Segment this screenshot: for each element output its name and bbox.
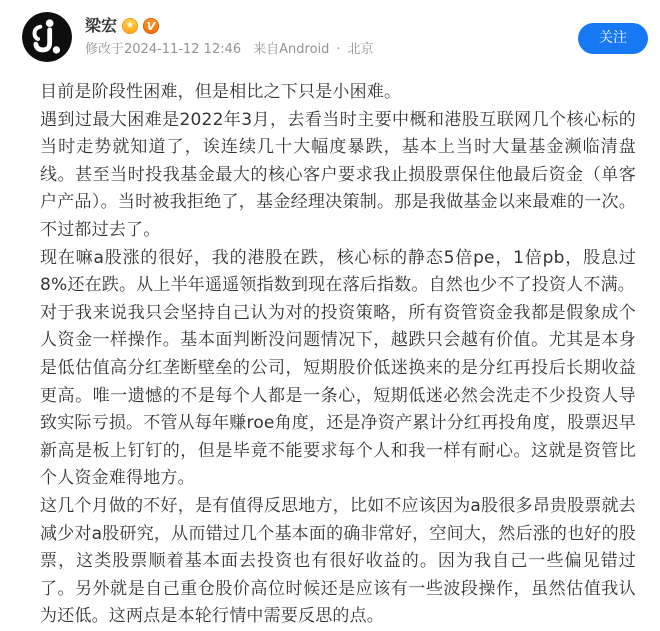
post-meta bbox=[85, 42, 374, 58]
location-label: 北京 bbox=[347, 42, 374, 57]
post-header bbox=[0, 0, 660, 62]
follow-button[interactable]: 关注 bbox=[578, 23, 648, 54]
post-paragraph: 目前是阶段性困难，但是相比之下只是小困难。 bbox=[40, 82, 402, 102]
user-info bbox=[85, 16, 374, 58]
meta-separator: · bbox=[336, 42, 341, 57]
post-paragraph: 现在嘛a股涨的很好，我的港股在跌，核心标的静态5倍pe，1倍pb，股息过8%还在跌。从上半年遥遥领指数到现在落后指数。自然也少不了投资人不满。 bbox=[40, 247, 636, 296]
post-paragraph: 对于我来说我只会坚持自己认为对的投资策略，所有资管资金我都是假象成个人资金一样操作。基本面判断没问题情况下，越跌只会越有价值。尤其是本身是低估值高分红垄断壁垒的公司，短期股价低迷换来的是分红再投后长期收益更高。唯一遗憾的不是每个人都是一条心，短期低迷必然会洗走不少投资人导致实际亏损。不管从每年赚roe角度，还是净资产累计分红再投角度，股票迟早新高是板上钉钉的，但是毕竟不能要求每个人和我一样有耐心。这就是资管比个人资金难得地方。 bbox=[40, 302, 636, 489]
source-device[interactable]: 来自Android bbox=[253, 42, 330, 57]
post-paragraph: 遇到过最大困难是2022年3月，去看当时主要中概和港股互联网几个核心标的当时走势就知道了，诶连续几十大幅度暴跌，基本上当时大量基金濒临清盘线。甚至当时投我基金最大的核心客户要求我止损股票保住他最后资金（单客户产品）。当时被我拒绝了，基金经理决策制。那是我做基金以来最难的一次。不过都过去了。 bbox=[40, 109, 636, 240]
post-content bbox=[0, 62, 660, 631]
vip-crown-badge: ★ bbox=[122, 18, 138, 34]
username[interactable]: 梁宏 bbox=[85, 16, 118, 35]
post-paragraph: 这几个月做的不好，是有值得反思地方，比如不应该因为a股很多昂贵股票就去减少对a股研究，从而错过几个基本面的确非常好，空间大，然后涨的也好的股票，这类股票顺着基本面去投资也有很好收益的。因为我自己一些偏见错过了。另外就是自己重仓股价高位时候还是应该有一些波段操作，虽然估值我认为还低。这两点是本轮行情中需要反思的点。 bbox=[40, 495, 636, 627]
verified-v-badge: V bbox=[143, 18, 159, 34]
edited-timestamp: 修改于2024-11-12 12:46 bbox=[85, 42, 242, 57]
avatar[interactable] bbox=[22, 12, 72, 62]
avatar-logo-icon bbox=[22, 12, 72, 62]
